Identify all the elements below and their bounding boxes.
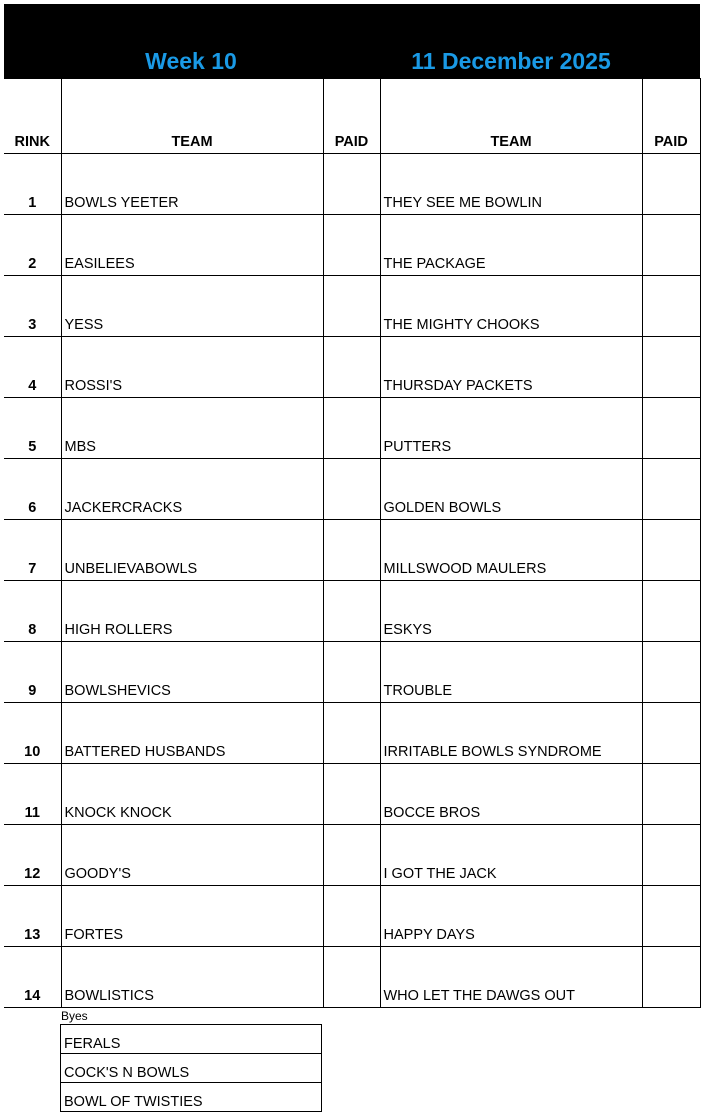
rink-number: 10 bbox=[4, 703, 61, 764]
team-cell: THE MIGHTY CHOOKS bbox=[380, 276, 642, 337]
paid-cell bbox=[642, 764, 700, 825]
fixture-sheet bbox=[4, 4, 700, 1008]
team-cell: MBS bbox=[61, 398, 323, 459]
rink-number: 7 bbox=[4, 520, 61, 581]
table-row bbox=[4, 154, 700, 215]
rink-number: 9 bbox=[4, 642, 61, 703]
team-cell: THURSDAY PACKETS bbox=[380, 337, 642, 398]
bye-team: FERALS bbox=[61, 1025, 322, 1054]
bye-row bbox=[61, 1083, 322, 1112]
team-cell: BATTERED HUSBANDS bbox=[61, 703, 323, 764]
team-cell: IRRITABLE BOWLS SYNDROME bbox=[380, 703, 642, 764]
week-label: Week 10 bbox=[145, 48, 237, 74]
paid-cell bbox=[642, 215, 700, 276]
paid-cell bbox=[323, 764, 380, 825]
paid-cell bbox=[323, 215, 380, 276]
paid-cell bbox=[323, 154, 380, 215]
paid-cell bbox=[323, 886, 380, 947]
table-row bbox=[4, 581, 700, 642]
team-cell: MILLSWOOD MAULERS bbox=[380, 520, 642, 581]
team-cell: BOWLSHEVICS bbox=[61, 642, 323, 703]
team-cell: BOWLS YEETER bbox=[61, 154, 323, 215]
header-banner bbox=[4, 4, 700, 78]
paid-cell bbox=[323, 581, 380, 642]
table-header-row bbox=[4, 79, 700, 154]
rink-number: 2 bbox=[4, 215, 61, 276]
column-header-team: TEAM bbox=[380, 79, 642, 154]
team-cell: BOCCE BROS bbox=[380, 764, 642, 825]
team-cell: UNBELIEVABOWLS bbox=[61, 520, 323, 581]
table-row bbox=[4, 886, 700, 947]
bye-row bbox=[61, 1054, 322, 1083]
table-row bbox=[4, 825, 700, 886]
team-cell: BOWLISTICS bbox=[61, 947, 323, 1008]
team-cell: ROSSI'S bbox=[61, 337, 323, 398]
rink-number: 8 bbox=[4, 581, 61, 642]
team-cell: THEY SEE ME BOWLIN bbox=[380, 154, 642, 215]
paid-cell bbox=[642, 337, 700, 398]
table-row bbox=[4, 276, 700, 337]
bye-team: BOWL OF TWISTIES bbox=[61, 1083, 322, 1112]
table-row bbox=[4, 947, 700, 1008]
table-row bbox=[4, 764, 700, 825]
team-cell: KNOCK KNOCK bbox=[61, 764, 323, 825]
bye-row bbox=[61, 1025, 322, 1054]
column-header-team: TEAM bbox=[61, 79, 323, 154]
paid-cell bbox=[642, 825, 700, 886]
date-label: 11 December 2025 bbox=[411, 48, 611, 74]
rink-number: 3 bbox=[4, 276, 61, 337]
column-header-paid: PAID bbox=[642, 79, 700, 154]
team-cell: JACKERCRACKS bbox=[61, 459, 323, 520]
byes-label: Byes bbox=[61, 1009, 88, 1023]
paid-cell bbox=[323, 642, 380, 703]
byes-section bbox=[60, 1008, 322, 1112]
rink-number: 6 bbox=[4, 459, 61, 520]
paid-cell bbox=[323, 947, 380, 1008]
paid-cell bbox=[323, 703, 380, 764]
team-cell: I GOT THE JACK bbox=[380, 825, 642, 886]
team-cell: HIGH ROLLERS bbox=[61, 581, 323, 642]
team-cell: EASILEES bbox=[61, 215, 323, 276]
paid-cell bbox=[642, 947, 700, 1008]
paid-cell bbox=[323, 825, 380, 886]
rink-number: 11 bbox=[4, 764, 61, 825]
table-row bbox=[4, 642, 700, 703]
table-row bbox=[4, 703, 700, 764]
paid-cell bbox=[642, 886, 700, 947]
rink-number: 12 bbox=[4, 825, 61, 886]
paid-cell bbox=[323, 337, 380, 398]
team-cell: TROUBLE bbox=[380, 642, 642, 703]
rink-number: 13 bbox=[4, 886, 61, 947]
rink-number: 4 bbox=[4, 337, 61, 398]
table-row bbox=[4, 337, 700, 398]
byes-table bbox=[60, 1024, 322, 1112]
table-row bbox=[4, 215, 700, 276]
fixtures-table bbox=[4, 78, 701, 1008]
paid-cell bbox=[642, 581, 700, 642]
team-cell: FORTES bbox=[61, 886, 323, 947]
rink-number: 14 bbox=[4, 947, 61, 1008]
column-header-rink: RINK bbox=[4, 79, 61, 154]
paid-cell bbox=[323, 459, 380, 520]
paid-cell bbox=[323, 520, 380, 581]
table-row bbox=[4, 459, 700, 520]
team-cell: GOLDEN BOWLS bbox=[380, 459, 642, 520]
table-row bbox=[4, 398, 700, 459]
table-row bbox=[4, 520, 700, 581]
paid-cell bbox=[323, 276, 380, 337]
bye-team: COCK'S N BOWLS bbox=[61, 1054, 322, 1083]
rink-number: 5 bbox=[4, 398, 61, 459]
paid-cell bbox=[642, 276, 700, 337]
column-header-paid: PAID bbox=[323, 79, 380, 154]
paid-cell bbox=[642, 642, 700, 703]
paid-cell bbox=[323, 398, 380, 459]
paid-cell bbox=[642, 459, 700, 520]
paid-cell bbox=[642, 520, 700, 581]
team-cell: YESS bbox=[61, 276, 323, 337]
team-cell: WHO LET THE DAWGS OUT bbox=[380, 947, 642, 1008]
team-cell: PUTTERS bbox=[380, 398, 642, 459]
paid-cell bbox=[642, 703, 700, 764]
team-cell: THE PACKAGE bbox=[380, 215, 642, 276]
team-cell: ESKYS bbox=[380, 581, 642, 642]
paid-cell bbox=[642, 398, 700, 459]
team-cell: HAPPY DAYS bbox=[380, 886, 642, 947]
paid-cell bbox=[642, 154, 700, 215]
team-cell: GOODY'S bbox=[61, 825, 323, 886]
rink-number: 1 bbox=[4, 154, 61, 215]
